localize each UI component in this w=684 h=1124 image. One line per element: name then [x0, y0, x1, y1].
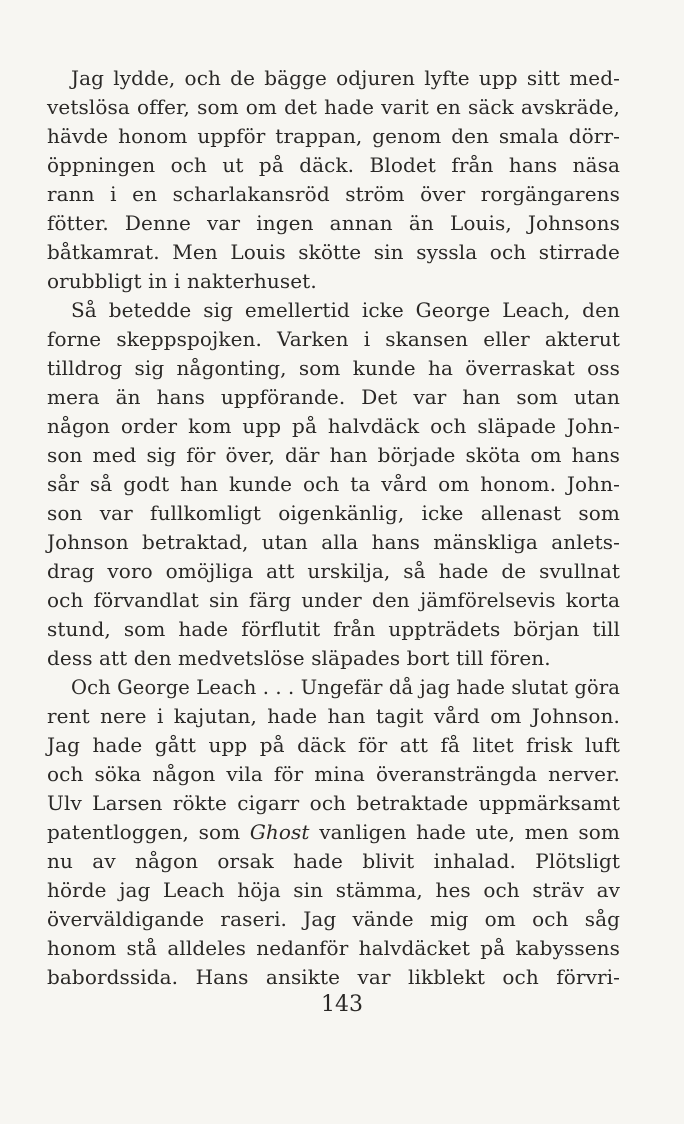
text-line: överväldigande raseri. Jag vände mig om och såg — [47, 907, 620, 931]
text-line: någon order kom upp på halvdäck och släpade John- — [47, 414, 620, 438]
text-line: rent nere i kajutan, hade han tagit vård om Johnson. — [47, 704, 620, 728]
text-line: Johnson betraktad, utan alla hans mänskliga anlets- — [47, 530, 620, 554]
text-line: drag voro omöjliga att urskilja, så hade de svullnat — [47, 559, 620, 583]
text-line: öppningen och ut på däck. Blodet från hans näsa — [47, 153, 620, 177]
text-line: sår så godt han kunde och ta vård om honom. John- — [47, 472, 620, 496]
text-line: hörde jag Leach höja sin stämma, hes och sträv av — [47, 878, 620, 902]
text-line: Ulv Larsen rökte cigarr och betraktade uppmärksamt — [47, 791, 620, 815]
page-number: 143 — [321, 992, 363, 1017]
text-line: nu av någon orsak hade blivit inhalad. Plötsligt — [47, 849, 620, 873]
text-line: patentloggen, som Ghost vanligen hade ute, men som — [47, 820, 620, 844]
text-line: honom stå alldeles nedanför halvdäcket på kabyssens — [47, 936, 620, 960]
text-line: forne skeppspojken. Varken i skansen eller akterut — [47, 327, 620, 351]
text-line: fötter. Denne var ingen annan än Louis, Johnsons — [47, 211, 620, 235]
text-line: tilldrog sig någonting, som kunde ha överraskat oss — [47, 356, 620, 380]
text-line: vetslösa offer, som om det hade varit en säck avskräde, — [47, 95, 620, 119]
text-line: mera än hans uppförande. Det var han som utan — [47, 385, 620, 409]
text-line: stund, som hade förflutit från uppträdets början till — [47, 617, 620, 641]
text-line: båtkamrat. Men Louis skötte sin syssla och stirrade — [47, 240, 620, 264]
text-line: och förvandlat sin färg under den jämförelsevis korta — [47, 588, 620, 612]
text-line: Och George Leach . . . Ungefär då jag hade slutat göra — [71, 676, 620, 699]
text-line: son med sig för över, där han började sköta om hans — [47, 443, 620, 467]
text-line: Jag lydde, och de bägge odjuren lyfte upp sitt med- — [71, 66, 620, 90]
text-line: och söka någon vila för mina överansträngda nerver. — [47, 762, 620, 786]
text-line: orubbligt in i nakterhuset. — [47, 269, 317, 293]
text-line: babordssida. Hans ansikte var likblekt och förvri- — [47, 965, 620, 989]
body-text — [47, 64, 620, 992]
text-line: Så betedde sig emellertid icke George Leach, den — [71, 298, 620, 322]
text-line: dess att den medvetslöse släpades bort till fören. — [47, 646, 551, 670]
text-line: son var fullkomligt oigenkänlig, icke allenast som — [47, 501, 620, 525]
text-line: rann i en scharlakansröd ström över rorgängarens — [47, 182, 620, 206]
text-line: Jag hade gått upp på däck för att få litet frisk luft — [47, 733, 620, 757]
text-line: hävde honom uppför trappan, genom den smala dörr- — [47, 124, 620, 148]
